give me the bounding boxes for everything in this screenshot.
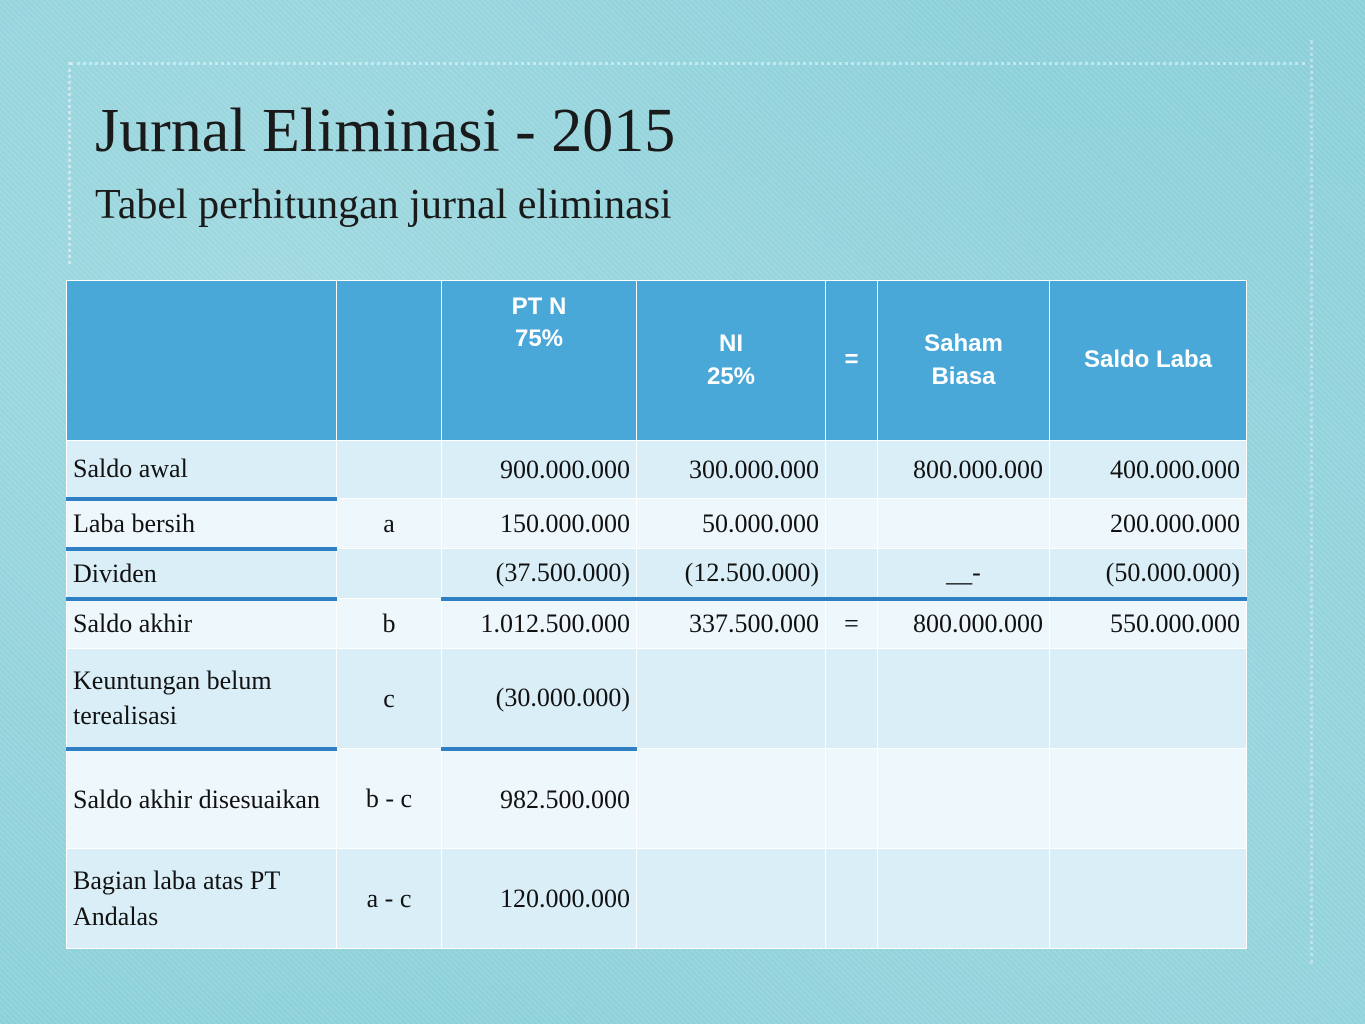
- cell-saham: [878, 749, 1050, 849]
- row-label: Dividen: [67, 549, 337, 599]
- cell-saham: 800.000.000: [878, 441, 1050, 499]
- cell-laba: (50.000.000): [1050, 549, 1247, 599]
- cell-ni: [637, 849, 826, 949]
- cell-laba: 200.000.000: [1050, 499, 1247, 549]
- cell-pt-n: 150.000.000: [442, 499, 637, 549]
- row-ref: [337, 549, 442, 599]
- cell-ni: (12.500.000): [637, 549, 826, 599]
- decorative-border-left: [68, 62, 77, 264]
- header-equals: =: [826, 281, 878, 441]
- cell-laba: [1050, 649, 1247, 749]
- cell-saham: __-: [878, 549, 1050, 599]
- cell-ni: [637, 649, 826, 749]
- row-label: Saldo akhir: [67, 599, 337, 649]
- header-label-col: [67, 281, 337, 441]
- header-ni-percent: 25%: [706, 362, 756, 390]
- row-label: Laba bersih: [67, 499, 337, 549]
- table-row: [67, 499, 1247, 549]
- row-label: Saldo awal: [67, 441, 337, 499]
- table-row: [67, 599, 1247, 649]
- cell-laba: 400.000.000: [1050, 441, 1247, 499]
- header-pt-n: [442, 281, 637, 441]
- row-ref: b - c: [337, 749, 442, 849]
- row-label: Saldo akhir disesuaikan: [67, 749, 337, 849]
- cell-laba: [1050, 849, 1247, 949]
- row-ref: [337, 441, 442, 499]
- table-row: [67, 649, 1247, 749]
- table-row: [67, 441, 1247, 499]
- decorative-border-right: [1304, 40, 1313, 964]
- header-saham-line2: Biasa: [931, 362, 996, 390]
- page-title: Jurnal Eliminasi - 2015: [95, 97, 676, 165]
- elimination-table: [66, 280, 1247, 949]
- cell-ni: 300.000.000: [637, 441, 826, 499]
- cell-saham: 800.000.000: [878, 599, 1050, 649]
- cell-equals: [826, 499, 878, 549]
- row-ref: b: [337, 599, 442, 649]
- cell-saham: [878, 649, 1050, 749]
- table-row: [67, 549, 1247, 599]
- cell-ni: [637, 749, 826, 849]
- header-ref-col: [337, 281, 442, 441]
- header-saham-line1: Saham: [924, 330, 1003, 358]
- cell-equals: [826, 441, 878, 499]
- header-saham-biasa: [878, 281, 1050, 441]
- cell-equals: =: [826, 599, 878, 649]
- cell-equals: [826, 849, 878, 949]
- cell-saham: [878, 499, 1050, 549]
- row-label: Keuntungan belum terealisasi: [67, 649, 337, 749]
- cell-pt-n: 120.000.000: [442, 849, 637, 949]
- header-pt-n-name: PT N: [511, 293, 567, 320]
- cell-pt-n: (37.500.000): [442, 549, 637, 599]
- header-ni-name: NI: [719, 330, 743, 358]
- cell-equals: [826, 749, 878, 849]
- header-pt-n-percent: 75%: [514, 325, 564, 353]
- cell-ni: 337.500.000: [637, 599, 826, 649]
- cell-pt-n: (30.000.000): [442, 649, 637, 749]
- cell-pt-n: 1.012.500.000: [442, 599, 637, 649]
- row-ref: a: [337, 499, 442, 549]
- header-ni: [637, 281, 826, 441]
- row-ref: a - c: [337, 849, 442, 949]
- cell-laba: 550.000.000: [1050, 599, 1247, 649]
- page-subtitle: Tabel perhitungan jurnal eliminasi: [95, 182, 672, 228]
- table-row: [67, 749, 1247, 849]
- cell-saham: [878, 849, 1050, 949]
- cell-laba: [1050, 749, 1247, 849]
- cell-pt-n: 982.500.000: [442, 749, 637, 849]
- table-row: [67, 849, 1247, 949]
- row-label: Bagian laba atas PT Andalas: [67, 849, 337, 949]
- header-saldo-laba: Saldo Laba: [1050, 281, 1247, 441]
- cell-ni: 50.000.000: [637, 499, 826, 549]
- row-ref: c: [337, 649, 442, 749]
- decorative-border-top: [70, 62, 1305, 79]
- cell-equals: [826, 649, 878, 749]
- cell-equals: [826, 549, 878, 599]
- table-header-row: [67, 281, 1247, 441]
- cell-pt-n: 900.000.000: [442, 441, 637, 499]
